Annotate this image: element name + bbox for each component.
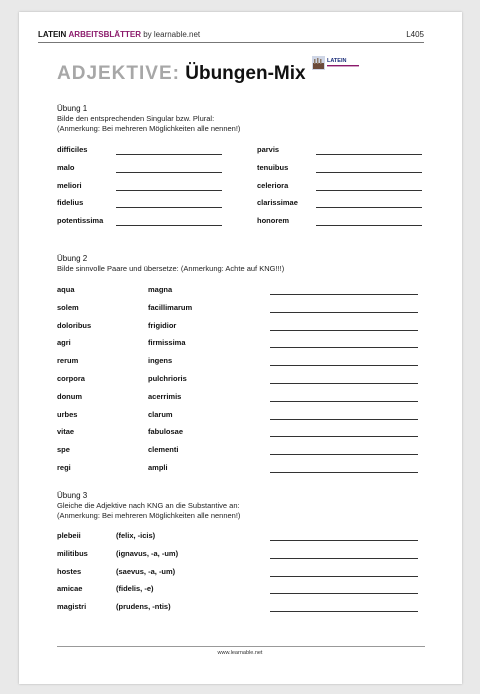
exercise-2-adjective: ingens [148,356,173,366]
exercise-2-answer-line[interactable] [270,454,418,455]
exercise-2-adjective: facillimarum [148,302,193,312]
exercise-1-word: parvis [257,145,280,154]
exercise-2-answer-line[interactable] [270,347,418,348]
exercise-2-noun: doloribus [57,320,92,330]
exercise-1-answer-line[interactable] [316,207,422,208]
exercise-2-answer-line[interactable] [270,330,418,331]
exercise-3-title: Übung 3 [57,491,88,500]
exercise-3-answer-line[interactable] [270,558,418,559]
header-accent: ARBEITSBLÄTTER [68,30,141,39]
exercise-1-word: potentissima [57,216,104,226]
exercise-3-answer-line[interactable] [270,540,418,541]
exercise-2-adjective: magna [148,285,173,294]
exercise-2-answer-line[interactable] [270,436,418,437]
exercise-2-adjective: clarum [148,409,173,419]
exercise-1-word: meliori [57,180,82,190]
exercise-3-adjective: (prudens, -ntis) [116,602,171,612]
exercise-1-answer-line[interactable] [116,207,222,208]
latein-logo [312,55,362,71]
exercise-2-noun: aqua [57,285,75,294]
page-title [57,62,306,86]
exercise-2-title: Übung 2 [57,254,88,263]
exercise-2-noun: spe [57,445,70,455]
exercise-3-answer-line[interactable] [270,611,418,612]
exercise-2-noun: regi [57,463,71,472]
title-prefix: ADJEKTIVE: [57,63,180,84]
exercise-2-answer-line[interactable] [270,365,418,366]
exercise-1-title: Übung 1 [57,104,88,113]
exercise-1-word: difficiles [57,145,88,154]
exercise-1-word: malo [57,162,75,172]
exercise-2-answer-line[interactable] [270,401,418,402]
exercise-2-noun: solem [57,302,79,312]
logo-text: LATEIN [327,58,347,64]
exercise-3-noun: magistri [57,602,87,612]
exercise-3-answer-line[interactable] [270,593,418,594]
header-code: L405 [406,30,424,39]
header-divider [38,42,424,43]
exercise-2-instruction: Bilde sinnvolle Paare und übersetze: (Anmerkung: Achte auf KNG!!!) [57,264,285,273]
exercise-2-adjective: frigidior [148,320,177,330]
exercise-1-answer-line[interactable] [116,154,222,155]
title-main: Übungen-Mix [185,63,306,84]
exercise-1-word: tenuibus [257,162,289,172]
exercise-2-answer-line[interactable] [270,419,418,420]
exercise-1-answer-line[interactable] [316,190,422,191]
exercise-1-answer-line[interactable] [116,225,222,226]
exercise-3-adjective: (ignavus, -a, -um) [116,548,179,558]
exercise-1-answer-line[interactable] [316,225,422,226]
exercise-1-word: celeriora [257,180,289,190]
exercise-1-answer-line[interactable] [316,172,422,173]
exercise-3-adjective: (felix, -icis) [116,531,156,540]
exercise-2-answer-line[interactable] [270,472,418,473]
footer-divider [57,646,425,647]
footer-url: www.learnable.net [217,650,263,656]
exercise-1-answer-line[interactable] [116,190,222,191]
exercise-1-word: fidelius [57,198,84,208]
exercise-2-noun: corpora [57,374,85,383]
exercise-3-adjective: (fidelis, -e) [116,584,154,594]
exercise-3-noun: plebeii [57,531,81,540]
exercise-2-adjective: pulchrioris [148,374,187,383]
exercise-3-noun: militibus [57,548,88,558]
exercise-1-answer-line[interactable] [116,172,222,173]
exercise-2-adjective: fabulosae [148,427,184,437]
exercise-1-instruction: (Anmerkung: Bei mehreren Möglichkeiten alle nennen!) [57,124,241,133]
exercise-2-noun: vitae [57,427,75,437]
exercise-2-adjective: firmissima [148,338,186,348]
exercise-3-noun: hostes [57,566,82,576]
exercise-3-instruction: (Anmerkung: Bei mehreren Möglichkeiten alle nennen!) [57,511,241,520]
exercise-3-noun: amicae [57,584,83,594]
exercise-1-answer-line[interactable] [316,154,422,155]
exercise-2-noun: donum [57,391,82,401]
exercise-1-word: clarissimae [257,198,298,208]
exercise-2-noun: agri [57,338,71,348]
exercise-2-adjective: ampli [148,463,168,472]
header-brand: LATEIN [38,30,67,39]
exercise-3-instruction: Gleiche die Adjektive nach KNG an die Substantive an: [57,501,240,510]
page-header [38,30,424,40]
header-by: by learnable.net [143,30,201,39]
exercise-2-answer-line[interactable] [270,383,418,384]
exercise-2-adjective: clementi [148,445,179,455]
exercise-3-answer-line[interactable] [270,576,418,577]
exercise-1-instruction: Bilde den entsprechenden Singular bzw. Plural: [57,114,215,123]
exercise-2-adjective: acerrimis [148,391,182,401]
exercise-2-noun: urbes [57,409,78,419]
exercise-2-answer-line[interactable] [270,294,418,295]
exercise-2-noun: rerum [57,356,79,366]
exercise-3-adjective: (saevus, -a, -um) [116,566,176,576]
exercise-1-word: honorem [257,216,290,226]
exercise-2-answer-line[interactable] [270,312,418,313]
